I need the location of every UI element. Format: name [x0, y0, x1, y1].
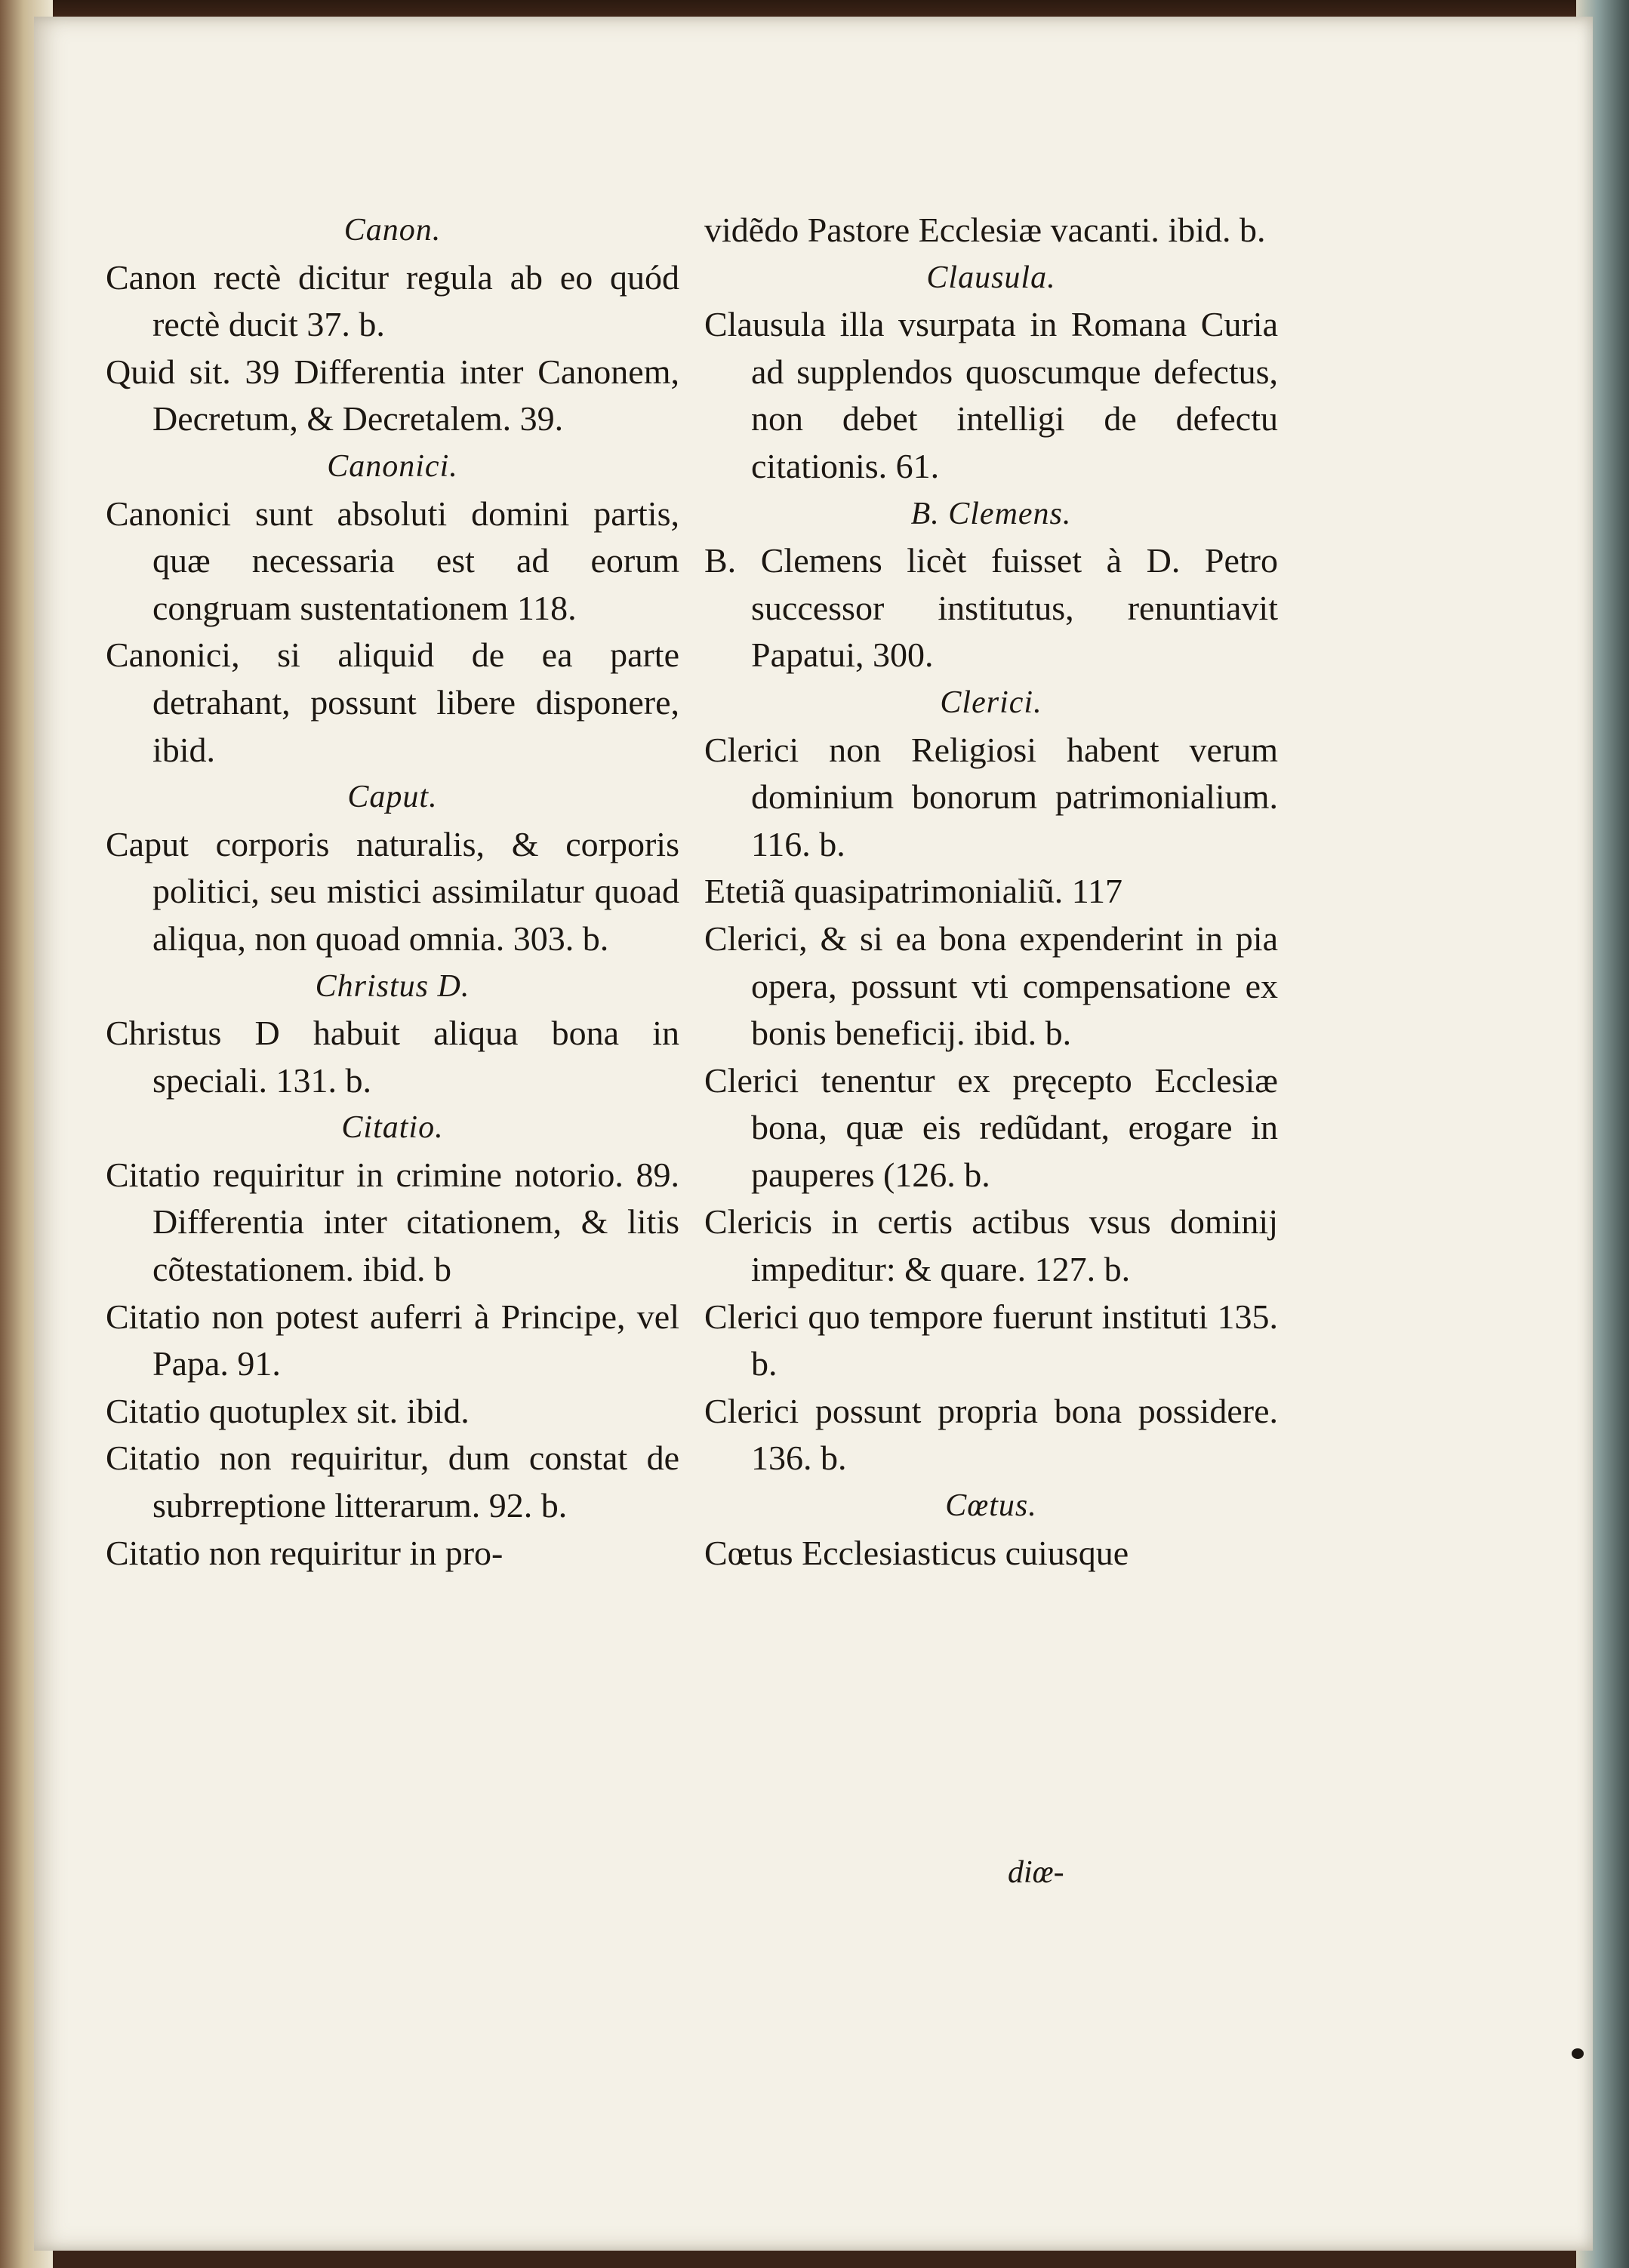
index-entry: vidẽdo Pastore Ecclesiæ vacanti. ibid. b.: [704, 211, 1266, 249]
index-heading: Clausula.: [926, 260, 1056, 295]
index-entry: Clausula illa vsurpata in Romana Curia ad supplendos quoscumque defectus, non debet intelligi de defectu citationis. 61.: [704, 305, 1278, 485]
index-heading: B. Clemens.: [910, 496, 1072, 531]
index-entry: Citatio quotuplex sit. ibid.: [106, 1391, 470, 1430]
index-entry: Canonici sunt absoluti domini partis, quæ necessaria est ad eorum congruam sustentationem 118.: [106, 494, 679, 627]
index-entry: Canonici, si aliquid de ea parte detrahant, possunt libere disponere, ibid.: [106, 635, 679, 769]
index-heading: Clerici.: [940, 685, 1042, 720]
index-entry: Christus D habuit aliqua bona in speciali. 131. b.: [106, 1014, 679, 1100]
ink-blot: [1572, 2048, 1584, 2059]
index-entry: Clericis in certis actibus vsus dominij impeditur: & quare. 127. b.: [704, 1202, 1278, 1289]
index-entry: Clerici non Religiosi habent verum dominium bonorum patrimonialium. 116. b.: [704, 730, 1278, 863]
index-entry: Etetiã quasipatrimonialiũ. 117: [704, 872, 1122, 911]
catchword: diœ-: [1008, 1855, 1064, 1890]
index-heading: Caput.: [347, 780, 438, 815]
book-page: [34, 17, 1593, 2251]
index-heading: Canonici.: [327, 448, 458, 484]
index-entry: Canon rectè dicitur regula ab eo quód rectè ducit 37. b.: [106, 257, 679, 344]
index-entry: Clerici possunt propria bona possidere. 136. b.: [704, 1391, 1278, 1478]
index-entry: Citatio non potest auferri à Principe, vel Papa. 91.: [106, 1297, 679, 1383]
index-entry: Citatio non requiritur, dum constat de subrreptione litterarum. 92. b.: [106, 1439, 679, 1525]
index-entry: Quid sit. 39 Differentia inter Canonem, Decretum, & Decretalem. 39.: [106, 352, 679, 439]
index-heading: Christus D.: [315, 968, 470, 1004]
index-entry: Caput corporis naturalis, & corporis politici, seu mistici assimilatur quoad aliqua, non quoad omnia. 303. b.: [106, 824, 679, 958]
index-entry: Clerici tenentur ex pręcepto Ecclesiæ bona, quæ eis redũdant, erogare in pauperes (126. b.: [704, 1060, 1278, 1194]
index-entry: Clerici, & si ea bona expenderint in pia opera, possunt vti compensatione ex bonis beneficij. ibid. b.: [704, 919, 1278, 1053]
index-entry: Citatio requiritur in crimine notorio. 89. Differentia inter citationem, & litis cõtestationem. ibid. b: [106, 1155, 679, 1289]
index-column-left: [106, 207, 679, 1577]
index-heading: Canon.: [343, 213, 442, 248]
index-entry: Clerici quo tempore fuerunt instituti 135. b.: [704, 1297, 1278, 1383]
index-column-right: [704, 207, 1278, 1577]
index-entry: Cœtus Ecclesiasticus cuiusque: [704, 1533, 1129, 1572]
index-heading: Citatio.: [341, 1110, 444, 1146]
index-entry: B. Clemens licèt fuisset à D. Petro successor institutus, renuntiavit Papatui, 300.: [704, 541, 1278, 675]
index-heading: Cœtus.: [945, 1488, 1037, 1524]
index-entry: Citatio non requiritur in pro-: [106, 1533, 503, 1572]
